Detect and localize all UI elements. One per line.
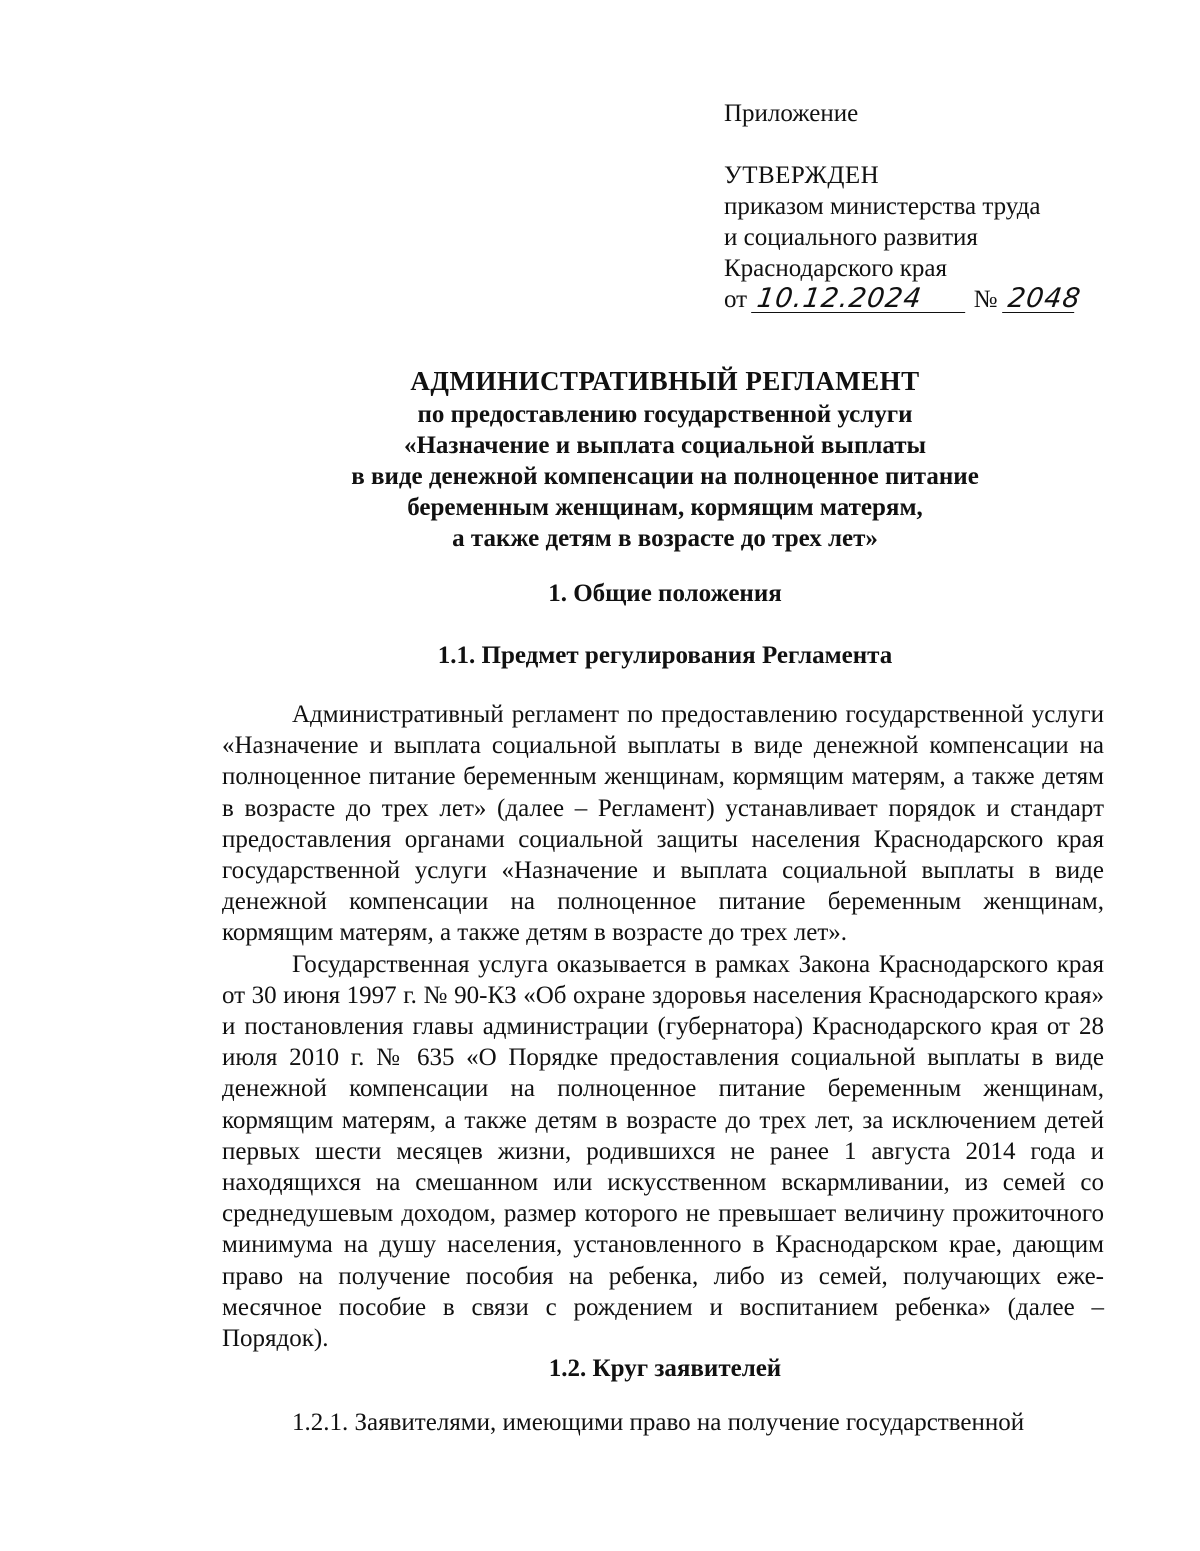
- document-title: [0, 366, 1200, 554]
- appendix-label: Приложение: [724, 100, 859, 127]
- number-prefix: №: [973, 286, 998, 313]
- section-1-2-paragraph-1: 1.2.1. Заявителями, имеющими право на получение государственной: [292, 1409, 1025, 1436]
- approval-line-2: и социального развития: [724, 224, 978, 251]
- section-1-1-paragraph-1: Административный регламент по предоставлению государственной услуги «Назначение и выплата социальной выплаты в виде денежной компенсации на полноценное питание беременным женщинам, кормящим матерям, а также детям в возрасте до трех лет» (далее – Регламент) устанавливает порядок и стандарт предоставления органами социальной защиты населения Краснодарского края государственной услуги «Назначение и выплата социальной выплаты в виде денежной компенсации на полноценное питание беременным женщинам, кормящим матерям, а также детям в возрасте до трех лет».: [222, 701, 1104, 947]
- section-1-heading: 1. Общие положения: [548, 580, 782, 607]
- title-line-5: а также детям в возрасте до трех лет»: [452, 525, 878, 552]
- title-line-3: в виде денежной компенсации на полноценное питание: [351, 463, 979, 490]
- date-prefix: от: [724, 286, 748, 313]
- section-1-2-body: [222, 1407, 1104, 1438]
- section-1-1-body: [222, 699, 1104, 1354]
- title-line-4: беременным женщинам, кормящим матерям,: [407, 494, 923, 521]
- section-1-1-paragraph-2: Государственная услуга оказывается в рамках Закона Краснодарского края от 30 июня 1997 г. № 90-КЗ «Об охране здоровья населения Краснодарского края» и постановления главы администрации (губернатора) Краснодарского края от 28 июля 2010 г. № 635 «О Порядке предоставления социальной выплаты в виде денежной компенсации на полноценное питание беременным женщинам, кормящим матерям, а также детям в возрасте до трех лет, за исключением детей первых шести месяцев жизни, родившихся не ранее 1 августа 2014 года и находящихся на смешанном или искусственном вскармливании, из семей со среднедушевым доходом, размер которого не превышает величину прожиточного минимума на душу населения, установленного в Краснодарском крае, дающим право на получение пособия на ребенка, либо из семей, получающих ежемесячное пособие в связи с рождением и воспитанием ребенка» (далее – Порядок).: [222, 950, 1104, 1353]
- handwritten-number: 2048: [1002, 286, 1078, 313]
- approved-label: УТВЕРЖДЕН: [724, 162, 880, 189]
- approval-block: [724, 98, 1144, 315]
- approval-line-1: приказом министерства труда: [724, 193, 1041, 220]
- section-1-2-heading: 1.2. Круг заявителей: [548, 1355, 782, 1382]
- handwritten-date: 10.12.2024: [751, 286, 969, 313]
- title-main: АДМИНИСТРАТИВНЫЙ РЕГЛАМЕНТ: [410, 366, 920, 396]
- title-line-2: «Назначение и выплата социальной выплаты: [403, 432, 927, 459]
- approval-date-line: [724, 284, 1144, 315]
- section-1-1-heading: 1.1. Предмет регулирования Регламента: [437, 642, 893, 669]
- title-line-1: по предоставлению государственной услуги: [417, 401, 913, 428]
- approval-line-3: Краснодарского края: [724, 255, 947, 282]
